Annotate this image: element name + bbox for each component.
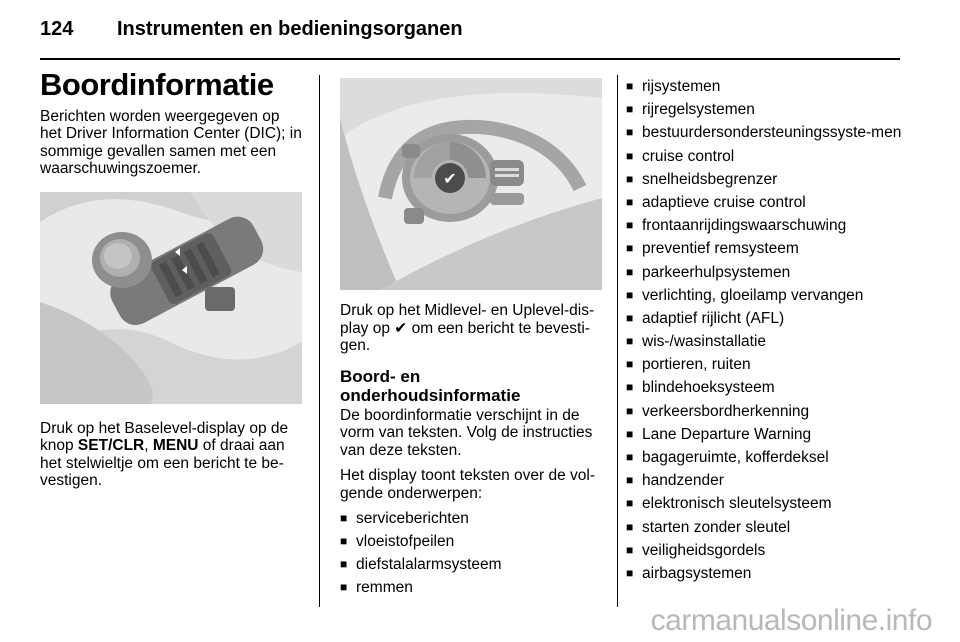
paragraph: Het display toont teksten over de vol-gende onderwerpen: <box>340 467 596 502</box>
figure-caption <box>340 302 602 355</box>
list-item: ■ verlichting, gloeilamp vervangen <box>626 287 906 305</box>
topics-list <box>340 510 602 597</box>
list-item: ■ elektronisch sleutelsysteem <box>626 495 906 513</box>
list-item: ■ diefstalalarmsysteem <box>340 556 602 574</box>
list-item: ■ rijsystemen <box>626 78 906 96</box>
list-item: ■ bestuurdersondersteuningssyste-men <box>626 124 906 142</box>
steering-wheel-controls-illustration <box>340 78 602 290</box>
list-item: ■ Lane Departure Warning <box>626 426 906 444</box>
list-item: ■ adaptieve cruise control <box>626 194 906 212</box>
section-heading: Boordinformatie <box>40 67 274 102</box>
list-item: ■ snelheidsbegrenzer <box>626 171 906 189</box>
list-item: ■ preventief remsysteem <box>626 240 906 258</box>
list-item: ■ adaptief rijlicht (AFL) <box>626 310 906 328</box>
list-item: ■ handzender <box>626 472 906 490</box>
watermark: carmanualsonline.info <box>650 604 932 637</box>
caption-text: Druk op het Midlevel- en Uplevel-dis-play op <box>340 302 595 337</box>
column-1 <box>40 67 302 498</box>
list-item: ■ remmen <box>340 579 602 597</box>
list-item: ■ verkeersbordherkenning <box>626 403 906 421</box>
list-item: ■ portieren, ruiten <box>626 356 906 374</box>
intro-paragraph: Berichten worden weergegeven op het Driver Information Center (DIC); in sommige gevallen samen met een waarschuwingszoemer. <box>40 107 302 177</box>
page-number: 124 <box>40 18 74 40</box>
list-item: ■ serviceberichten <box>340 510 602 528</box>
set-clr-button-label: SET/CLR <box>77 437 145 454</box>
list-item: ■ wis-/wasinstallatie <box>626 333 906 351</box>
paragraph: De boordinformatie verschijnt in de vorm van teksten. Volg de instructies van deze teksten. <box>340 406 593 459</box>
list-item: ■ cruise control <box>626 148 906 166</box>
list-item: ■ starten zonder sleutel <box>626 519 906 537</box>
page-header <box>40 18 900 48</box>
column-2 <box>340 78 602 602</box>
list-item: ■ blindehoeksysteem <box>626 379 906 397</box>
stalk-control-illustration <box>40 192 302 404</box>
figure-caption <box>40 420 302 490</box>
topics-list-continued <box>626 78 906 582</box>
caption-text: of draai aan het stelwieltje om een bericht te be-vestigen. <box>40 437 285 489</box>
caption-text: Druk op het Baselevel-display op de knop <box>40 419 289 454</box>
menu-button-label: MENU <box>152 437 199 454</box>
list-item: ■ parkeerhulpsystemen <box>626 264 906 282</box>
column-divider <box>319 75 320 607</box>
chapter-title: Instrumenten en bedieningsorganen <box>117 18 463 40</box>
list-item: ■ rijregelsystemen <box>626 101 906 119</box>
column-3 <box>626 78 906 588</box>
caption-text: om een bericht te bevesti-gen. <box>340 319 590 354</box>
list-item: ■ vloeistofpeilen <box>340 533 602 551</box>
header-rule <box>40 58 900 60</box>
list-item: ■ airbagsystemen <box>626 565 906 583</box>
list-item: ■ bagageruimte, kofferdeksel <box>626 449 906 467</box>
svg-text:✔: ✔ <box>443 169 457 188</box>
subsection-heading: Boord- en onderhoudsinformatie <box>340 366 521 405</box>
caption-separator: , <box>144 437 153 454</box>
column-divider <box>617 75 618 607</box>
list-item: ■ veiligheidsgordels <box>626 542 906 560</box>
list-item: ■ frontaanrijdingswaarschuwing <box>626 217 906 235</box>
check-icon: ✔ <box>394 318 408 337</box>
